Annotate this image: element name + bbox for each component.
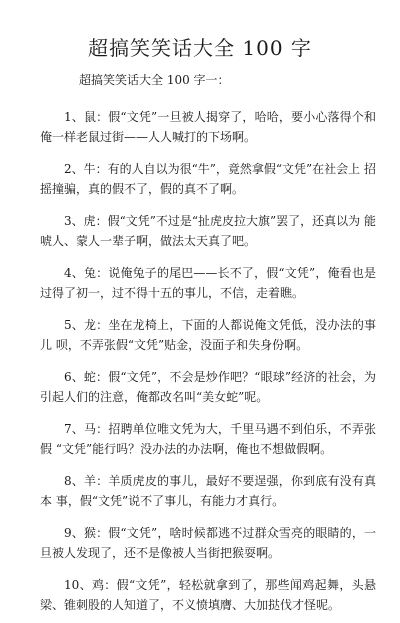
joke-entry-goat: 8、羊：羊质虎皮的事儿，最好不要逞强，你到底有没有真本 事，假“文凭”说不了事儿，有能力才真行。 [40,474,376,508]
joke-entry-monkey: 9、猴：假“文凭”，啥时候都逃不过群众雪亮的眼睛的，一 旦被人发现了，还不是像被人当街把猴耍啊。 [40,526,376,560]
joke-entry-rooster: 10、鸡：假“文凭”，轻松就拿到了，那些闻鸡起舞，头悬 梁、锥刺股的人知道了，不义愤填膺、大加挞伐才怪呢。 [40,578,376,612]
joke-list [40,95,376,623]
joke-entry-horse: 7、马：招聘单位唯文凭为大，千里马遇不到伯乐，不弄张假 “文凭”能行吗？没办法的办法啊，俺也不想做假啊。 [40,422,376,456]
document-title: 超搞笑笑话大全 100 字 [88,36,312,60]
joke-entry-rat: 1、鼠：假“文凭”一旦被人揭穿了，哈哈，要小心落得个和 俺一样老鼠过街——人人喊打的下场啊。 [40,110,376,144]
joke-entry-dragon: 5、龙：坐在龙椅上，下面的人都说俺文凭低，没办法的事儿 呗，不弄张假“文凭”贴金，没面子和失身份啊。 [40,318,376,352]
joke-entry-tiger: 3、虎：假“文凭”不过是“扯虎皮拉大旗”罢了，还真以为 能唬人、蒙人一辈子啊，做法太天真了吧。 [40,214,376,248]
joke-entry-ox: 2、牛：有的人自以为很“牛”，竟然拿假“文凭”在社会上 招摇撞骗，真的假不了，假的真不了啊。 [40,162,376,196]
document-subtitle: 超搞笑笑话大全 100 字一： [79,73,230,87]
joke-entry-snake: 6、蛇：假“文凭”，不会是炒作吧？“眼球”经济的社会，为 引起人们的注意，俺都改名叫“美女蛇”呢。 [40,370,376,404]
joke-entry-rabbit: 4、兔：说俺兔子的尾巴——长不了，假“文凭”，俺看也是 过得了初一，过不得十五的事儿，不信，走着瞧。 [40,266,376,300]
